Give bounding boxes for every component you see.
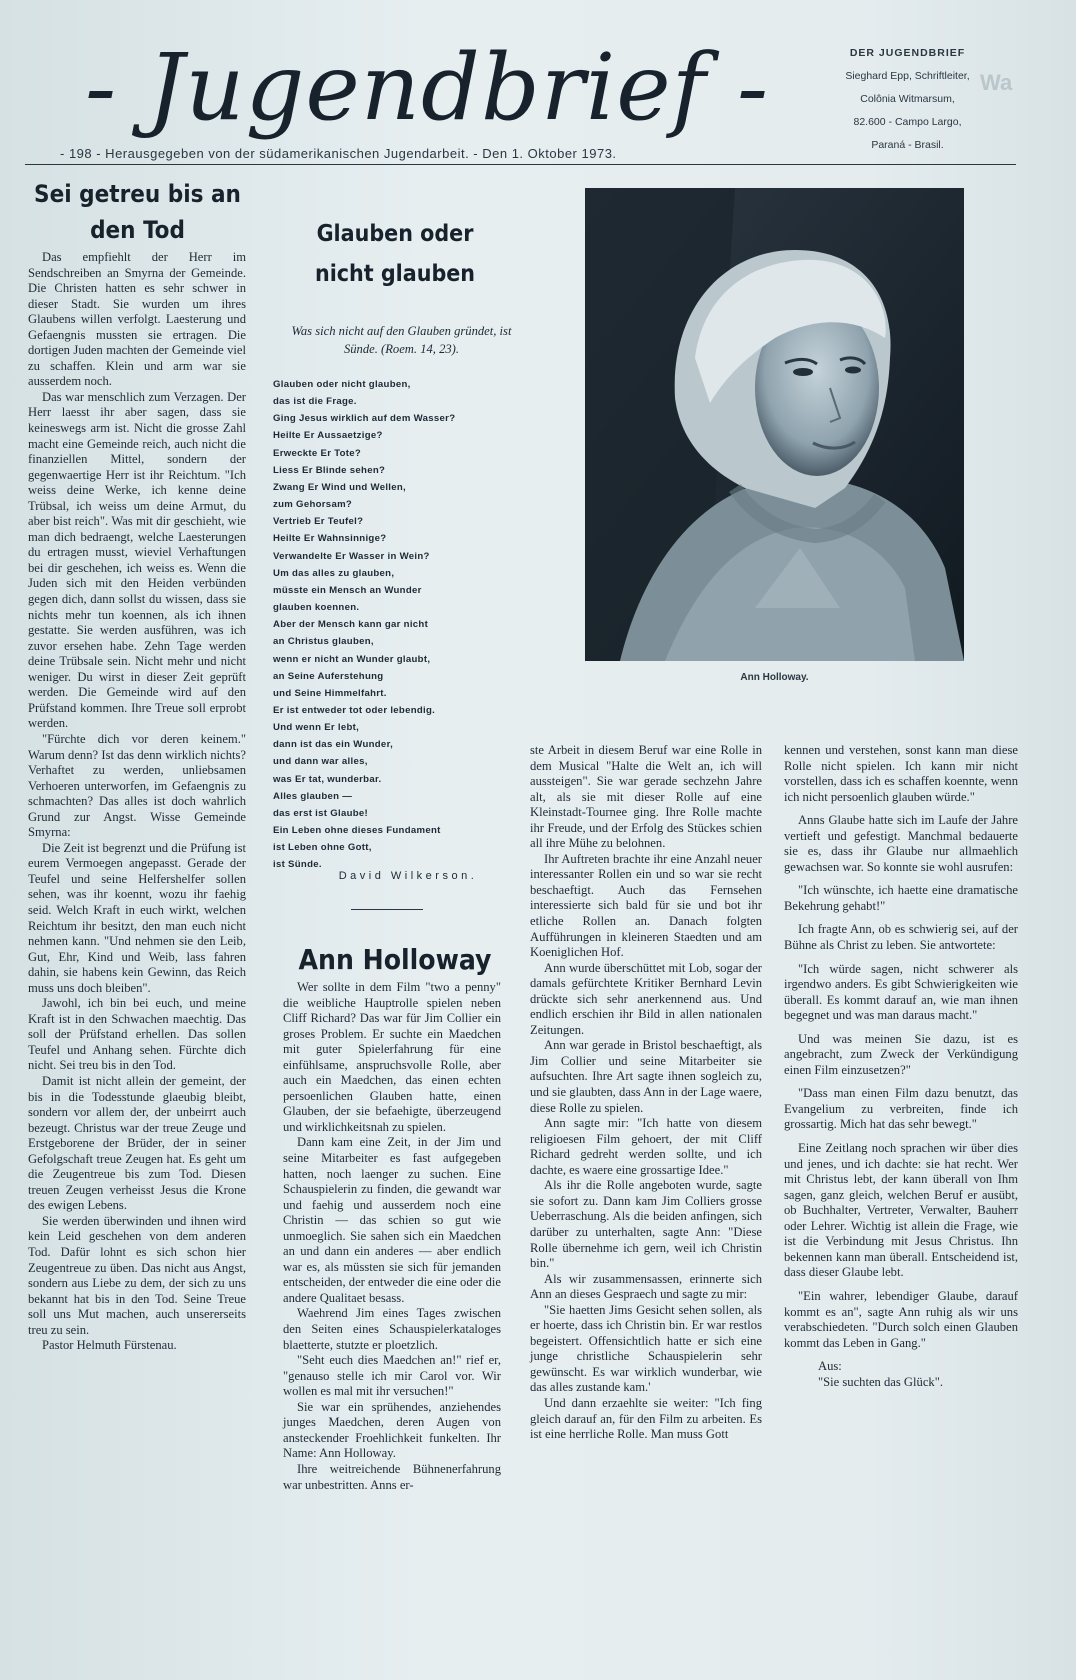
poem-line: Verwandelte Er Wasser in Wein? — [273, 550, 430, 562]
poem-line: Vertrieb Er Teufel? — [273, 516, 364, 528]
publisher-line: Sieghard Epp, Schriftleiter, — [845, 70, 970, 82]
portrait-photo — [585, 188, 964, 661]
masthead-title: - Jugendbrief - — [85, 34, 770, 141]
article1-headline: Sei getreu bis an den Tod — [34, 180, 241, 244]
paragraph: Als wir zusammensassen, erinnerte sich Ann an dieses Gespraech und sagte zu mir: — [530, 1271, 762, 1302]
paragraph: Ann war gerade in Bristol beschaeftigt, als Jim Collier und seine Mitarbeiter sie aufsuchten. Ihre Art sagte ihnen sogleich zu, und sie glaubten, dass Ann in der Lage waere, diese Rolle zu spielen. — [530, 1038, 762, 1115]
paragraph: Das empfiehlt der Herr im Sendschreiben an Smyrna der Gemeinde. Die Christen hatten es sehr schwer in dieser Stadt. Sie wurden um ihres Glaubens willen verfolgt. Laesterung und Gefaengnis mussten sie ertragen. Die dortigen Juden machten der Gemeinde viel zu schaffen. Klein und arm war sie ausserdem noch. — [28, 250, 246, 389]
paragraph: "Dass man einen Film dazu benutzt, das Evangelium zu verbreiten, finde ich grossartig. Mich hat das sehr bewegt." — [784, 1086, 1018, 1132]
article3-column1 — [283, 980, 501, 1493]
poem-line: an Christus glauben, — [273, 636, 374, 648]
poem-line: dann ist das ein Wunder, — [273, 739, 394, 751]
paragraph: Die Zeit ist begrenzt und die Prüfung ist eurem Vermoegen angepasst. Gerade der Teufel und seine Helfershelfer sollen sehen, was ihr koennt, wozu ihr faehig seid. Welch Kraft in euch wirkt, welchen Reichtum ihr besitzt, den man euch nicht nehmen kann. "Und nehmen sie den Leib, Gut, Ehr, Kind und Weib, lass fahren dahin, sie habens kein Gewinn, das Reich muss uns doch bleiben". — [28, 840, 246, 995]
paragraph: "Ich würde sagen, nicht schwerer als irgendwo anders. Es gibt Schwierigkeiten wie überall. Es kommt darauf an, wie man ihnen begegnet und was man daraus macht." — [784, 961, 1018, 1023]
paragraph: Ann sagte mir: "Ich hatte von diesem religioesen Film gehoert, der mit Cliff Richard gedreht werden sollte, und ich dachte, es waere eine grossartige Idee." — [530, 1116, 762, 1177]
paragraph: Ihre weitreichende Bühnenerfahrung war unbestritten. Anns er- — [283, 1461, 501, 1492]
article2-author: David Wilkerson. — [338, 870, 478, 882]
paragraph: Ann wurde überschüttet mit Lob, sogar der damals gefürchtete Kritiker Bernhard Levin drückte sich sehr anerkennend aus. Und endlich erschien ihr Bild in allen nationalen Zeitungen. — [530, 960, 762, 1037]
poem-line: und dann war alles, — [273, 756, 368, 768]
poem-line: an Seine Auferstehung — [273, 670, 384, 682]
poem-line: Ein Leben ohne dieses Fundament — [273, 825, 441, 837]
paragraph: ste Arbeit in diesem Beruf war eine Rolle in dem Musical "Halte die Welt an, ich will aussteigen". Sie war gerade sechzehn Jahre alt, als sie mit dieser Rolle auf eine Kleinstadt-Tournee ging. Ihre Rolle machte ihr Freude, und der Erfolg des Stückes schien all ihre Mühe zu belohnen. — [530, 743, 762, 851]
poem-line: ist Leben ohne Gott, — [273, 842, 372, 854]
paragraph: "Fürchte dich vor deren keinem." Warum denn? Ist das denn wirklich nichts? Verhaftet zu werden, unliebsamen Verhoeren unterworfen, im Gefaengnis zu schmachten? Das alles ist doch wahrlich Grund zur Angst. Wisse Gemeinde Smyrna: — [28, 731, 246, 840]
publisher-block — [815, 42, 1000, 157]
publisher-line: DER JUGENDBRIEF — [849, 47, 966, 59]
poem-line: was Er tat, wunderbar. — [273, 773, 382, 785]
article1-signature: Pastor Helmuth Fürstenau. — [42, 1338, 177, 1353]
paragraph: Das war menschlich zum Verzagen. Der Herr laesst ihr aber sagen, dass sie keineswegs arm ist. Nicht die grosse Zahl macht eine Gemeinde reich, auch nicht die finanziellen Mittel, sondern der gegenwaertige Herr ist ihr Reichtum. "Ich weiss deine Werke, ich kenne deine Trübsal, ich weiss um deine Armut, du aber bist reich". Was mit dir geschieht, wie man dich bedraengt, welche Laesterungen du ertragen musst, wieviel Verhaftungen bei dir geschehen, ich weiss es. Wenn die Juden sich mit den Heiden verbünden gegen dich, dann sollst du wissen, dass sie nichts mehr tun koennen, als ich ihnen gestatte. Sie werden ausführen, was ich zuvor ersehen habe. Zehn Tage werden deine Trübsale sein. Nicht mehr und nicht weniger. Du wirst in dieser Zeit geprüft werden. Die Gemeinde wird auf den Prüfstand kommen. Ihre Treue soll erprobt werden. — [28, 389, 246, 731]
poem-line: das erst ist Glaube! — [273, 807, 369, 819]
paragraph: Und dann erzaehlte sie weiter: "Ich fing gleich darauf an, für den Film zu arbeiten. Es ist eine herrliche Rolle. Man muss Gott — [530, 1395, 762, 1442]
poem-line: ist Sünde. — [273, 859, 322, 871]
paragraph: Damit ist nicht allein der gemeint, der bis in die Todesstunde glaeubig bleibt, sondern vor allem der, der unbeirrt auch bezeugt. Christus war der treue Zeuge und Erstgeborene der Brüder, der in seiner Gefolgschaft treue Zeugen hat. Es geht um die Zeugentreue bis zum Tod. Diesen treuen Zeugen verheisst Jesus die Krone des ewigen Lebens. — [28, 1073, 246, 1213]
paragraph: Anns Glaube hatte sich im Laufe der Jahre vertieft und gefestigt. Manchmal bedauerte sie es, dass ihr Glaube nur allmaehlich gewachsen war. So konnte sie wohl ausrufen: — [784, 813, 1018, 874]
poem-line: Ging Jesus wirklich auf dem Wasser? — [273, 413, 456, 425]
paragraph: Wer sollte in dem Film "two a penny" die weibliche Hauptrolle spielen neben Cliff Richard? Das war für Jim Collier ein groses Problem. Er suchte ein Maedchen mit guter Spielerfahrung für eine einfühlsame, anspruchsvolle Rolle, aber auch ein Maedchen, das einen echten persoenlichen Glauben hatte, einen Glauben, der sie befaehigte, überzeugend und wirklichkeitsnah zu spielen. — [283, 980, 501, 1134]
poem-line: wenn er nicht an Wunder glaubt, — [273, 653, 431, 665]
paragraph: Als ihr die Rolle angeboten wurde, sagte sie sofort zu. Dann kam Jim Colliers grosse Ueberraschung. Als die beiden anfingen, sich darüber zu unterhalten, sagte Ann: "Diese Rolle übernehme ich gern, weil ich Christin bin." — [530, 1178, 762, 1271]
poem-line: zum Gehorsam? — [273, 499, 353, 511]
paragraph: Eine Zeitlang noch sprachen wir über dies und jenes, und ich dachte: sie hat recht. Wer mit Christus lebt, der kann überall von Ihm sagen, ganz gleich, welchen Beruf er ausübt, ob Buchhalter, Vertreter, Verwalter, Bauherr oder Lehrer. Wichtig ist allein die Frage, wie ist die Verbindung mit Jesus Christus. Ihn bekennen kann man überall. Entscheidend ist, dass dieser Glaube lebt. — [784, 1141, 1018, 1280]
poem-line: und Seine Himmelfahrt. — [273, 687, 387, 699]
poem-line: Heilte Er Aussaetzige? — [273, 430, 383, 442]
poem-line: Um das alles zu glauben, — [273, 567, 395, 579]
paragraph: Jawohl, ich bin bei euch, und meine Kraft ist in den Schwachen maechtig. Das soll der Prüfstand erhellen. Das sollen Teufel und Anhang sehen. Fürchte dich nicht. Sei treu bis in den Tod. — [28, 996, 246, 1073]
article2-headline: Glauben oder nicht glauben — [314, 221, 476, 287]
bleed-through-text: Wa — [980, 70, 1013, 95]
paragraph: "Ich wünschte, ich haette eine dramatische Bekehrung gehabt!" — [784, 883, 1018, 913]
paragraph: Sie werden überwinden und ihnen wird kein Leid geschehen von dem anderen Tod. Dafür lohnt es sich schon hier Zeugentreue zu üben. Das nicht aus Angst, sondern aus Liebe zu dem, der sich zu uns bekannt hat bis in den Tod. Seine Treue soll uns Mut machen, auch unsererseits treu zu sein. — [28, 1213, 246, 1337]
paragraph: Ihr Auftreten brachte ihr eine Anzahl neuer interessanter Rollen ein und so war sie recht beschaeftigt. Auch das Fernsehen interessierte sich bald für sie und bot ihr etliche Rollen an. Danach folgten Aufführungen in kleineren Staedten und am Koeniglichen Hof. — [530, 851, 762, 960]
article3-headline: Ann Holloway — [298, 943, 492, 976]
publisher-line: Colônia Witmarsum, — [860, 93, 955, 105]
paragraph: Dann kam eine Zeit, in der Jim und seine Mitarbeiter es fast aufgegeben hatten, noch laenger zu suchen. Eine Schauspielerin zu finden, die gewandt war und faehig und ausserdem noch eine Christin — das schien so gut wie unmoeglich. Sie sahen sich ein Maedchen an und dann ein anderes — aber endlich war es, als müssten sie sich für jemanden entscheiden, der entweder die eine oder die andere Qualitaet besass. — [283, 1135, 501, 1305]
paragraph: "Seht euch dies Maedchen an!" rief er, "genauso stelle ich mir Carol vor. Wir wollen es mal mit ihr versuchen!" — [283, 1353, 501, 1399]
poem-line: Alles glauben — — [273, 790, 353, 802]
article3-column2 — [530, 743, 762, 1443]
poem-line: glauben koennen. — [273, 602, 360, 614]
publisher-line: Paraná - Brasil. — [871, 139, 944, 151]
poem-line: Zwang Er Wind und Wellen, — [273, 481, 407, 493]
paragraph: kennen und verstehen, sonst kann man diese Rolle nicht spielen. Ich kann mir nicht vorstellen, dass ich es schaffen koennte, wenn ich nicht persoenlich glauben würde." — [784, 743, 1018, 804]
poem-line: Liess Er Blinde sehen? — [273, 464, 386, 476]
article2-poem — [273, 376, 515, 874]
source-title: "Sie suchten das Glück". — [818, 1374, 944, 1389]
source-label: Aus: — [818, 1359, 842, 1374]
poem-line: müsste ein Mensch an Wunder — [273, 584, 422, 596]
masthead-subtitle: - 198 - Herausgegeben von der südamerikanischen Jugendarbeit. - Den 1. Oktober 1973. — [60, 146, 617, 161]
paragraph: Sie war ein sprühendes, anziehendes junges Maedchen, deren Augen von ansteckender Froehlichkeit funkelten. Ihr Name: Ann Holloway. — [283, 1399, 501, 1461]
paragraph: "Sie haetten Jims Gesicht sehen sollen, als er hoerte, dass ich Christin bin. Er war restlos begeistert. Offensichtlich hatte er sich eine junge christliche Schauspielerin sehr gewünscht. Es war wirklich wunderbar, wie das alles zustande kam.' — [530, 1302, 762, 1395]
photo-caption: Ann Holloway. — [740, 672, 809, 683]
poem-line: Er ist entweder tot oder lebendig. — [273, 704, 436, 716]
paragraph: Ich fragte Ann, ob es schwierig sei, auf der Bühne als Christ zu leben. Sie antwortete: — [784, 922, 1018, 953]
paragraph: Waehrend Jim eines Tages zwischen den Seiten eines Schauspielerkataloges blaetterte, stutzte er ploetzlich. — [283, 1306, 501, 1352]
publisher-line: 82.600 - Campo Largo, — [853, 116, 962, 128]
article3-column3 — [784, 743, 1018, 1390]
poem-line: Aber der Mensch kann gar nicht — [273, 619, 429, 631]
section-divider — [351, 909, 423, 910]
poem-line: Und wenn Er lebt, — [273, 722, 360, 734]
poem-line: Glauben oder nicht glauben, — [273, 379, 411, 390]
article1-body — [28, 250, 246, 1354]
poem-line: das ist die Frage. — [273, 396, 357, 408]
article2-epigraph: Was sich nicht auf den Glauben gründet, ist Sünde. (Roem. 14, 23). — [291, 324, 512, 356]
paragraph: "Ein wahrer, lebendiger Glaube, darauf kommt es an", sagte Ann ruhig als wir uns verabschiedeten. "Durch solch einen Glauben kommt das Leben in Gang." — [784, 1288, 1018, 1350]
poem-line: Heilte Er Wahnsinnige? — [273, 533, 387, 545]
poem-line: Erweckte Er Tote? — [273, 447, 362, 459]
paragraph: Und was meinen Sie dazu, ist es angebracht, zum Zweck der Verkündigung einen Film einzusetzen?" — [784, 1031, 1018, 1077]
masthead-rule — [25, 164, 1016, 165]
portrait-illustration — [585, 188, 964, 661]
